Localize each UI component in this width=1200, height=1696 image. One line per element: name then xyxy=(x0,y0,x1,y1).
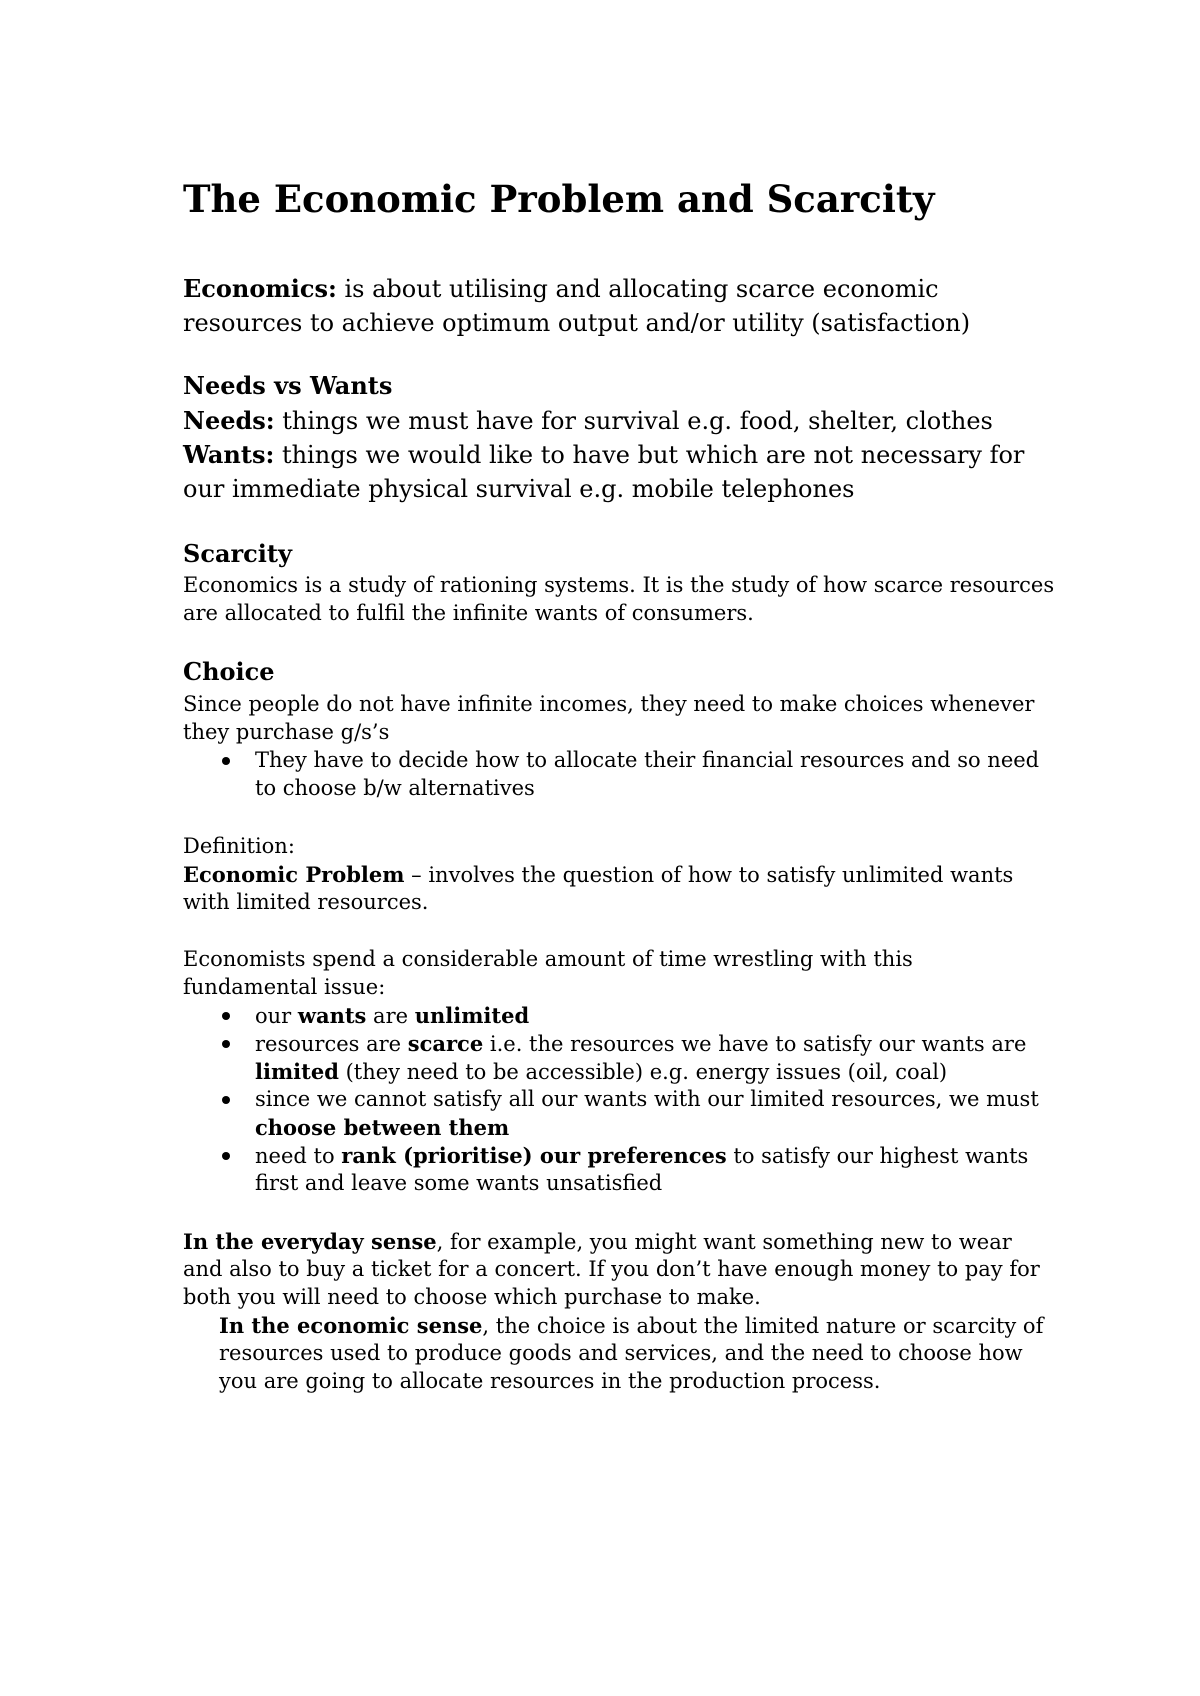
bullet-icon xyxy=(222,1040,230,1048)
b4-rank: rank (prioritise) our preferences xyxy=(341,1143,727,1168)
definition-line-1 xyxy=(183,864,1013,886)
scarcity-heading: Scarcity xyxy=(183,539,292,568)
wants-text-1: things we would like to have but which are not necessary for xyxy=(274,441,1025,469)
wants-term: Wants: xyxy=(183,440,275,469)
economic-sense-term: In the economic sense xyxy=(219,1313,483,1338)
needs-wants-heading: Needs vs Wants xyxy=(183,371,393,400)
choice-line-2: they purchase g/s’s xyxy=(183,720,390,744)
economists-bullet-2-line-1 xyxy=(255,1033,1026,1055)
wants-line-1 xyxy=(183,440,1025,469)
economists-bullet-3-line-1: since we cannot satisfy all our wants with our limited resources, we must xyxy=(255,1087,1039,1111)
wants-line-2: our immediate physical survival e.g. mobile telephones xyxy=(183,475,855,503)
economists-line-2: fundamental issue: xyxy=(183,975,386,999)
economic-sense-line-3: you are going to allocate resources in the production process. xyxy=(219,1369,881,1393)
choice-line-1: Since people do not have infinite incomes, they need to make choices whenever xyxy=(183,692,1035,716)
b1-wants: wants xyxy=(297,1003,367,1028)
definition-text-1: – involves the question of how to satisfy unlimited wants xyxy=(404,863,1014,887)
b2-text-3: i.e. the resources we have to satisfy our wants are xyxy=(483,1032,1027,1056)
choice-heading: Choice xyxy=(183,657,275,686)
choice-bullet-line-2: to choose b/w alternatives xyxy=(255,776,535,800)
page-title: The Economic Problem and Scarcity xyxy=(183,177,935,221)
economic-sense-line-2: resources used to produce goods and services, and the need to choose how xyxy=(219,1341,1023,1365)
b2-text-5: (they need to be accessible) e.g. energy issues (oil, coal) xyxy=(338,1060,948,1084)
b1-text-1: our xyxy=(255,1004,298,1028)
economics-text-1: is about utilising and allocating scarce economic xyxy=(336,275,939,303)
needs-line xyxy=(183,406,993,435)
everyday-term: In the everyday sense xyxy=(183,1229,437,1254)
everyday-text-1: , for example, you might want something new to wear xyxy=(436,1230,1012,1254)
economists-bullet-4-line-2: first and leave some wants unsatisfied xyxy=(255,1171,663,1195)
scarcity-line-1: Economics is a study of rationing systems. It is the study of how scarce resources xyxy=(183,573,1055,597)
economists-bullet-1 xyxy=(255,1005,529,1027)
economists-bullet-2-line-2 xyxy=(255,1061,947,1083)
definition-label: Definition: xyxy=(183,834,295,858)
b2-limited: limited xyxy=(255,1059,339,1084)
needs-text: things we must have for survival e.g. food, shelter, clothes xyxy=(274,407,993,435)
economists-line-1: Economists spend a considerable amount of time wrestling with this xyxy=(183,947,913,971)
b4-text-3: to satisfy our highest wants xyxy=(726,1144,1029,1168)
b2-text-1: resources are xyxy=(255,1032,408,1056)
b1-text-3: are xyxy=(366,1004,415,1028)
definition-line-2: with limited resources. xyxy=(183,890,429,914)
bullet-icon xyxy=(222,757,230,765)
needs-term: Needs: xyxy=(183,406,275,435)
economics-term: Economics: xyxy=(183,274,337,303)
economists-bullet-4-line-1 xyxy=(255,1145,1028,1167)
bullet-icon xyxy=(222,1152,230,1160)
b1-unlimited: unlimited xyxy=(414,1003,530,1028)
b2-scarce: scarce xyxy=(407,1031,484,1056)
economics-definition-line-2: resources to achieve optimum output and/or utility (satisfaction) xyxy=(183,309,971,337)
economic-problem-term: Economic Problem xyxy=(183,862,405,887)
choice-bullet-line-1: They have to decide how to allocate their financial resources and so need xyxy=(255,748,1040,772)
bullet-icon xyxy=(222,1012,230,1020)
economists-bullet-3-line-2: choose between them xyxy=(255,1115,510,1140)
bullet-icon xyxy=(222,1096,230,1104)
economic-sense-text-1: , the choice is about the limited nature or scarcity of xyxy=(482,1314,1044,1338)
everyday-line-1 xyxy=(183,1231,1012,1253)
everyday-line-2: and also to buy a ticket for a concert. If you don’t have enough money to pay for xyxy=(183,1257,1040,1281)
everyday-line-3: both you will need to choose which purchase to make. xyxy=(183,1285,761,1309)
economic-sense-line-1 xyxy=(219,1315,1043,1337)
scarcity-line-2: are allocated to fulfil the infinite wants of consumers. xyxy=(183,601,754,625)
economics-definition-line-1 xyxy=(183,274,939,303)
b4-text-1: need to xyxy=(255,1144,342,1168)
